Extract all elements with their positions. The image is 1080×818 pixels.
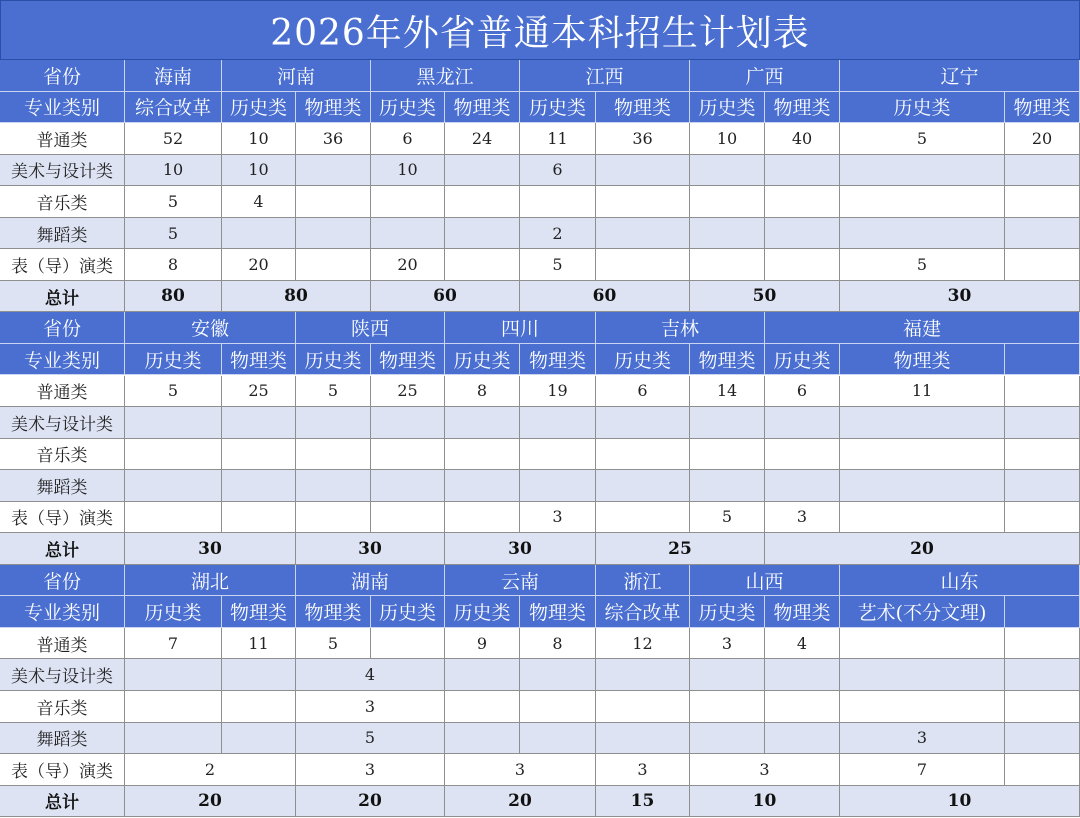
empty-cell	[690, 691, 765, 723]
empty-cell	[765, 249, 840, 281]
empty-cell	[765, 659, 840, 691]
empty-cell	[1005, 754, 1080, 786]
empty-cell	[1005, 439, 1080, 471]
category-header: 综合改革	[125, 92, 222, 124]
province-header-label: 省份	[0, 60, 125, 92]
value-cell: 4	[765, 628, 840, 660]
value-cell: 5	[296, 376, 371, 408]
total-label: 总计	[0, 786, 125, 818]
category-header: 物理类	[520, 344, 596, 376]
empty-cell	[222, 407, 296, 439]
value-cell: 36	[596, 123, 690, 155]
empty-cell	[840, 439, 1005, 471]
empty-cell	[596, 723, 690, 755]
category-header: 物理类	[596, 92, 690, 124]
category-header: 物理类	[690, 344, 765, 376]
value-cell: 5	[125, 218, 222, 250]
value-cell: 11	[222, 628, 296, 660]
value-cell: 3	[296, 691, 445, 723]
total-cell: 20	[445, 786, 596, 818]
value-cell: 36	[296, 123, 371, 155]
empty-cell	[690, 659, 765, 691]
empty-cell	[520, 186, 596, 218]
empty-cell	[125, 502, 222, 534]
value-cell: 6	[596, 376, 690, 408]
province-header: 海南	[125, 60, 222, 92]
empty-cell	[222, 470, 296, 502]
empty-cell	[840, 628, 1005, 660]
category-header: 历史类	[125, 344, 222, 376]
province-header: 广西	[690, 60, 840, 92]
empty-cell	[765, 439, 840, 471]
total-cell: 60	[520, 281, 690, 313]
row-label-yinyue: 音乐类	[0, 691, 125, 723]
value-cell: 10	[371, 155, 445, 187]
empty-cell	[371, 407, 445, 439]
empty-cell	[840, 659, 1005, 691]
empty-cell	[1005, 502, 1080, 534]
page-title: 2026年外省普通本科招生计划表	[0, 0, 1080, 60]
empty-cell	[371, 628, 445, 660]
total-cell: 30	[296, 533, 445, 565]
empty-cell	[690, 470, 765, 502]
empty-cell	[296, 249, 371, 281]
province-header: 江西	[520, 60, 690, 92]
empty-cell	[840, 186, 1005, 218]
empty-cell	[371, 502, 445, 534]
total-cell: 60	[371, 281, 520, 313]
province-header: 黑龙江	[371, 60, 520, 92]
empty-cell	[765, 691, 840, 723]
category-header: 物理类	[520, 596, 596, 628]
empty-cell	[1005, 155, 1080, 187]
total-cell: 20	[125, 786, 296, 818]
empty-cell	[296, 407, 371, 439]
empty-cell	[222, 723, 296, 755]
value-cell: 5	[840, 249, 1005, 281]
category-header-label: 专业类别	[0, 344, 125, 376]
value-cell: 24	[445, 123, 520, 155]
empty-cell	[445, 186, 520, 218]
empty-cell	[690, 218, 765, 250]
empty-cell	[296, 218, 371, 250]
empty-cell	[445, 502, 520, 534]
empty-cell	[690, 723, 765, 755]
row-label-meishu: 美术与设计类	[0, 659, 125, 691]
category-header: 历史类	[445, 344, 520, 376]
total-cell: 20	[296, 786, 445, 818]
row-label-putong: 普通类	[0, 376, 125, 408]
value-cell: 5	[296, 723, 445, 755]
empty-cell	[520, 723, 596, 755]
empty-cell	[445, 659, 520, 691]
empty-cell	[840, 218, 1005, 250]
category-header: 历史类	[371, 596, 445, 628]
total-cell: 25	[596, 533, 765, 565]
category-header: 历史类	[596, 344, 690, 376]
empty-cell	[765, 407, 840, 439]
value-cell: 9	[445, 628, 520, 660]
value-cell: 2	[520, 218, 596, 250]
category-header: 物理类	[445, 92, 520, 124]
value-cell: 7	[840, 754, 1005, 786]
empty-cell	[765, 218, 840, 250]
province-header: 陕西	[296, 312, 445, 344]
empty-cell	[445, 723, 520, 755]
category-header: 物理类	[371, 344, 445, 376]
province-header: 四川	[445, 312, 596, 344]
value-cell: 25	[371, 376, 445, 408]
category-header: 历史类	[520, 92, 596, 124]
value-cell: 3	[520, 502, 596, 534]
value-cell: 5	[296, 628, 371, 660]
empty-cell	[596, 218, 690, 250]
category-header: 历史类	[125, 596, 222, 628]
total-cell: 30	[445, 533, 596, 565]
empty-cell	[1005, 376, 1080, 408]
province-header: 湖南	[296, 565, 445, 597]
row-label-biaoyan: 表（导）演类	[0, 754, 125, 786]
value-cell: 3	[296, 754, 445, 786]
value-cell: 10	[125, 155, 222, 187]
empty-cell	[1005, 249, 1080, 281]
total-cell: 10	[690, 786, 840, 818]
province-header-label: 省份	[0, 312, 125, 344]
empty-cell	[125, 691, 222, 723]
empty-cell	[445, 218, 520, 250]
province-header: 湖北	[125, 565, 296, 597]
empty-cell	[445, 691, 520, 723]
province-header: 辽宁	[840, 60, 1080, 92]
value-cell: 3	[765, 502, 840, 534]
province-header: 云南	[445, 565, 596, 597]
empty-cell	[520, 659, 596, 691]
total-label: 总计	[0, 281, 125, 313]
empty-cell	[1005, 691, 1080, 723]
value-cell: 5	[840, 123, 1005, 155]
empty-cell	[596, 439, 690, 471]
total-cell: 15	[596, 786, 690, 818]
value-cell: 3	[690, 628, 765, 660]
empty-cell	[520, 407, 596, 439]
empty-cell	[596, 502, 690, 534]
category-header: 历史类	[296, 344, 371, 376]
row-label-wudao: 舞蹈类	[0, 723, 125, 755]
category-header: 历史类	[371, 92, 445, 124]
category-header-empty	[1005, 596, 1080, 628]
row-label-meishu: 美术与设计类	[0, 155, 125, 187]
empty-cell	[690, 407, 765, 439]
row-label-wudao: 舞蹈类	[0, 470, 125, 502]
value-cell: 10	[222, 155, 296, 187]
total-cell: 30	[840, 281, 1080, 313]
empty-cell	[296, 470, 371, 502]
empty-cell	[840, 155, 1005, 187]
empty-cell	[222, 218, 296, 250]
value-cell: 3	[445, 754, 596, 786]
empty-cell	[371, 218, 445, 250]
empty-cell	[445, 407, 520, 439]
row-label-wudao: 舞蹈类	[0, 218, 125, 250]
empty-cell	[520, 470, 596, 502]
empty-cell	[520, 691, 596, 723]
empty-cell	[371, 439, 445, 471]
value-cell: 20	[222, 249, 296, 281]
value-cell: 8	[445, 376, 520, 408]
empty-cell	[222, 691, 296, 723]
empty-cell	[690, 249, 765, 281]
empty-cell	[765, 155, 840, 187]
category-header-label: 专业类别	[0, 596, 125, 628]
empty-cell	[222, 439, 296, 471]
empty-cell	[445, 439, 520, 471]
empty-cell	[765, 470, 840, 502]
category-header: 物理类	[765, 596, 840, 628]
category-header: 物理类	[765, 92, 840, 124]
empty-cell	[596, 691, 690, 723]
value-cell: 6	[371, 123, 445, 155]
empty-cell	[222, 659, 296, 691]
empty-cell	[690, 155, 765, 187]
empty-cell	[371, 470, 445, 502]
province-header: 福建	[765, 312, 1080, 344]
empty-cell	[125, 470, 222, 502]
province-header: 山西	[690, 565, 840, 597]
total-label: 总计	[0, 533, 125, 565]
empty-cell	[596, 249, 690, 281]
category-header-empty	[1005, 344, 1080, 376]
province-header: 浙江	[596, 565, 690, 597]
value-cell: 3	[690, 754, 840, 786]
category-header: 物理类	[296, 92, 371, 124]
category-header: 历史类	[222, 92, 296, 124]
province-header: 吉林	[596, 312, 765, 344]
value-cell: 8	[125, 249, 222, 281]
empty-cell	[690, 186, 765, 218]
empty-cell	[1005, 186, 1080, 218]
row-label-meishu: 美术与设计类	[0, 407, 125, 439]
empty-cell	[840, 502, 1005, 534]
category-header: 物理类	[222, 596, 296, 628]
row-label-putong: 普通类	[0, 123, 125, 155]
total-cell: 80	[125, 281, 222, 313]
value-cell: 8	[520, 628, 596, 660]
category-header: 综合改革	[596, 596, 690, 628]
value-cell: 11	[520, 123, 596, 155]
empty-cell	[1005, 470, 1080, 502]
category-header: 物理类	[296, 596, 371, 628]
value-cell: 19	[520, 376, 596, 408]
category-header: 艺术(不分文理)	[840, 596, 1005, 628]
empty-cell	[1005, 659, 1080, 691]
empty-cell	[445, 249, 520, 281]
total-cell: 50	[690, 281, 840, 313]
province-header: 河南	[222, 60, 371, 92]
empty-cell	[296, 155, 371, 187]
province-header: 安徽	[125, 312, 296, 344]
empty-cell	[125, 439, 222, 471]
category-header-label: 专业类别	[0, 92, 125, 124]
empty-cell	[125, 723, 222, 755]
value-cell: 3	[840, 723, 1005, 755]
row-label-yinyue: 音乐类	[0, 186, 125, 218]
category-header: 历史类	[765, 344, 840, 376]
empty-cell	[371, 186, 445, 218]
row-label-biaoyan: 表（导）演类	[0, 249, 125, 281]
empty-cell	[596, 155, 690, 187]
empty-cell	[596, 407, 690, 439]
category-header: 历史类	[690, 596, 765, 628]
province-header: 山东	[840, 565, 1080, 597]
value-cell: 5	[690, 502, 765, 534]
value-cell: 10	[222, 123, 296, 155]
value-cell: 4	[296, 659, 445, 691]
empty-cell	[1005, 407, 1080, 439]
value-cell: 4	[222, 186, 296, 218]
category-header: 历史类	[690, 92, 765, 124]
value-cell: 20	[371, 249, 445, 281]
category-header: 历史类	[840, 92, 1005, 124]
row-label-putong: 普通类	[0, 628, 125, 660]
empty-cell	[125, 659, 222, 691]
province-header-label: 省份	[0, 565, 125, 597]
empty-cell	[596, 659, 690, 691]
value-cell: 25	[222, 376, 296, 408]
empty-cell	[596, 186, 690, 218]
row-label-biaoyan: 表（导）演类	[0, 502, 125, 534]
empty-cell	[1005, 218, 1080, 250]
row-label-yinyue: 音乐类	[0, 439, 125, 471]
value-cell: 52	[125, 123, 222, 155]
category-header: 历史类	[445, 596, 520, 628]
empty-cell	[222, 502, 296, 534]
value-cell: 7	[125, 628, 222, 660]
total-cell: 30	[125, 533, 296, 565]
category-header: 物理类	[222, 344, 296, 376]
value-cell: 5	[125, 186, 222, 218]
empty-cell	[765, 723, 840, 755]
total-cell: 20	[765, 533, 1080, 565]
value-cell: 20	[1005, 123, 1080, 155]
empty-cell	[1005, 628, 1080, 660]
value-cell: 5	[520, 249, 596, 281]
value-cell: 40	[765, 123, 840, 155]
value-cell: 6	[765, 376, 840, 408]
empty-cell	[840, 407, 1005, 439]
value-cell: 11	[840, 376, 1005, 408]
value-cell: 3	[596, 754, 690, 786]
category-header: 物理类	[840, 344, 1005, 376]
empty-cell	[445, 470, 520, 502]
empty-cell	[690, 439, 765, 471]
empty-cell	[296, 186, 371, 218]
total-cell: 10	[840, 786, 1080, 818]
value-cell: 2	[125, 754, 296, 786]
empty-cell	[840, 470, 1005, 502]
empty-cell	[125, 407, 222, 439]
value-cell: 6	[520, 155, 596, 187]
value-cell: 5	[125, 376, 222, 408]
category-header: 物理类	[1005, 92, 1080, 124]
empty-cell	[296, 439, 371, 471]
empty-cell	[1005, 723, 1080, 755]
empty-cell	[296, 502, 371, 534]
empty-cell	[765, 186, 840, 218]
value-cell: 12	[596, 628, 690, 660]
value-cell: 14	[690, 376, 765, 408]
empty-cell	[445, 155, 520, 187]
empty-cell	[840, 691, 1005, 723]
value-cell: 10	[690, 123, 765, 155]
empty-cell	[596, 470, 690, 502]
total-cell: 80	[222, 281, 371, 313]
empty-cell	[520, 439, 596, 471]
